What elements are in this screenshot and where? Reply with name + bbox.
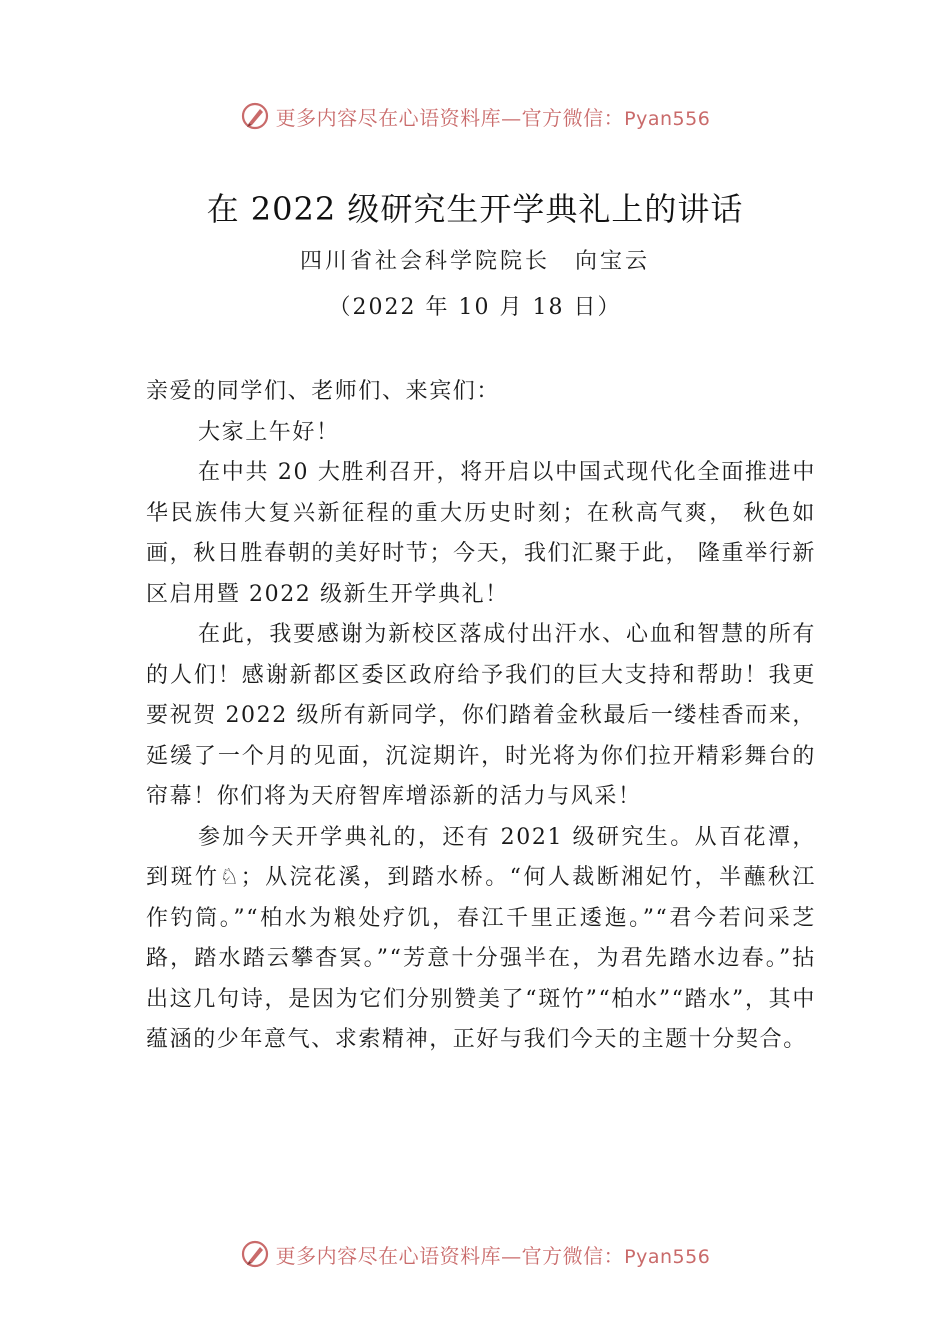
paragraph: 在中共 20 大胜利召开，将开启以中国式现代化全面推进中华民族伟大复兴新征程的重大历史时刻；在秋高气爽， 秋色如画，秋日胜春朝的美好时节；今天，我们汇聚于此， 隆重举行新区启用暨 2022 级新生开学典礼！ bbox=[146, 460, 816, 607]
pen-logo-icon bbox=[240, 101, 270, 131]
paragraph: 参加今天开学典礼的，还有 2021 级研究生。从百花潭，到斑竹♘；从浣花溪，到踏水桥。“何人裁断湘妃竹，半蘸秋江作钓筒。”“柏水为粮处疗饥，春江千里正逶迤。”“君今若问采芝路，踏水踏云攀杳冥。”“芳意十分强半在，为君先踏水边春。”拈出这几句诗，是因为它们分别赞美了“斑竹”“柏水”“踏水”，其中蕴涵的少年意气、求索精神，正好与我们今天的主题十分契合。 bbox=[146, 824, 816, 1052]
speech-date: （2022 年 10 月 18 日） bbox=[328, 295, 622, 320]
page-title: 在 2022 级研究生开学典礼上的讲话 bbox=[206, 190, 744, 228]
speech-body bbox=[146, 372, 816, 1061]
watermark-wechat-id: Pyan556 bbox=[624, 107, 711, 130]
watermark-text: 更多内容尽在心语资料库—官方微信：Pyan556 bbox=[275, 105, 711, 130]
pen-logo-icon bbox=[240, 1239, 270, 1269]
watermark-header bbox=[0, 96, 950, 136]
paragraph: 在此，我要感谢为新校区落成付出汗水、心血和智慧的所有的人们！感谢新都区委区政府给予我们的巨大支持和帮助！我更要祝贺 2022 级所有新同学，你们踏着金秋最后一缕桂香而来，延缓了一个月的见面，沉淀期许，时光将为你们拉开精彩舞台的帘幕！你们将为天府智库增添新的活力与风采！ bbox=[146, 622, 816, 809]
watermark-wechat-id: Pyan556 bbox=[624, 1245, 711, 1268]
watermark-text: 更多内容尽在心语资料库—官方微信：Pyan556 bbox=[275, 1243, 711, 1268]
watermark-footer bbox=[0, 1234, 950, 1274]
speaker-byline: 四川省社会科学院院长 向宝云 bbox=[299, 249, 650, 274]
salutation: 亲爱的同学们、老师们、来宾们： bbox=[146, 379, 501, 404]
paragraph: 大家上午好！ bbox=[198, 419, 340, 445]
